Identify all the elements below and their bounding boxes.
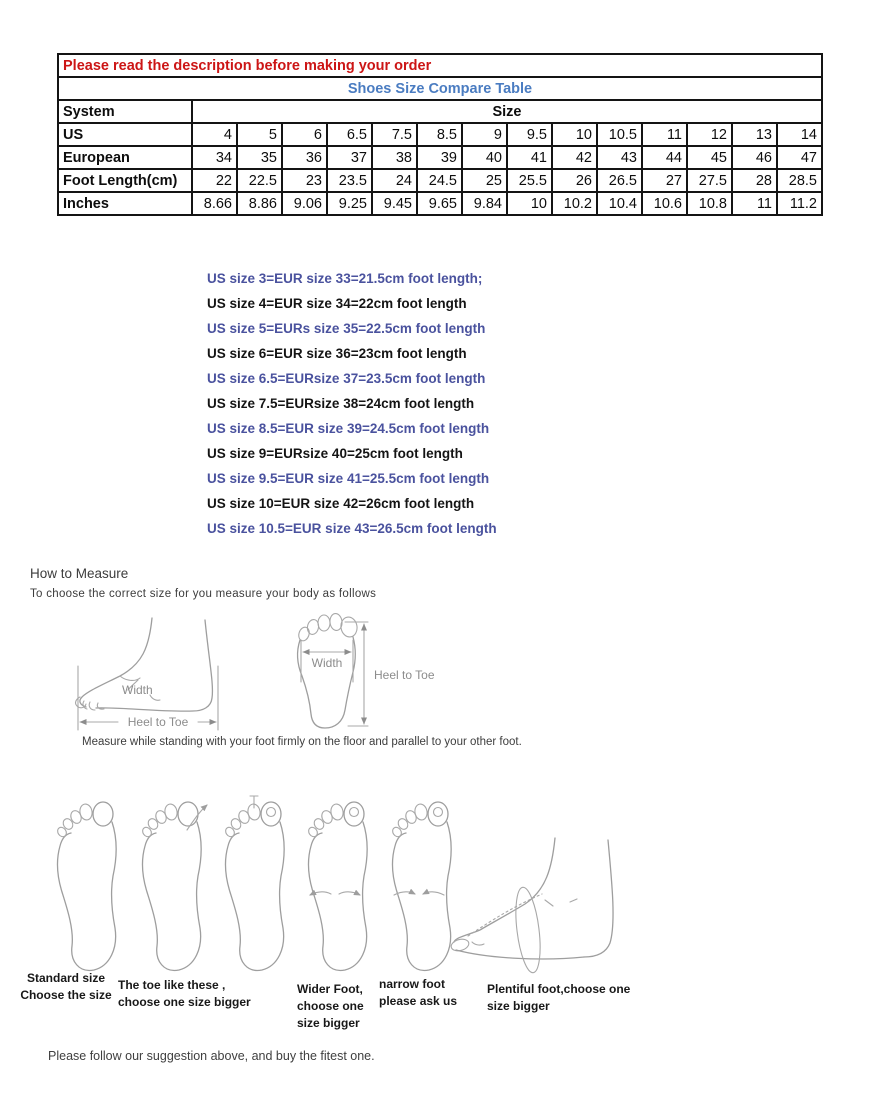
- size-value-cell: 9.45: [372, 192, 417, 215]
- how-to-measure-heading: How to Measure: [30, 566, 129, 581]
- size-conversion-item: US size 9=EURsize 40=25cm foot length: [207, 446, 463, 461]
- footer-note: Please follow our suggestion above, and buy the fitest one.: [48, 1049, 375, 1063]
- size-value-cell: 24.5: [417, 169, 462, 192]
- foot-advice-caption-line: please ask us: [379, 994, 458, 1008]
- foot-advice-caption-line: Wider Foot,: [297, 982, 363, 996]
- foot-standard: [56, 802, 116, 970]
- size-value-cell: 39: [417, 146, 462, 169]
- size-value-cell: 11: [642, 123, 687, 146]
- row-label: Foot Length(cm): [58, 169, 192, 192]
- size-value-cell: 26.5: [597, 169, 642, 192]
- table-title: Shoes Size Compare Table: [58, 77, 822, 100]
- size-value-cell: 10.8: [687, 192, 732, 215]
- size-value-cell: 43: [597, 146, 642, 169]
- size-value-cell: 9.5: [507, 123, 552, 146]
- size-conversion-item: US size 4=EUR size 34=22cm foot length: [207, 296, 467, 311]
- size-value-cell: 27.5: [687, 169, 732, 192]
- size-value-cell: 27: [642, 169, 687, 192]
- size-value-cell: 26: [552, 169, 597, 192]
- foot-wide: [307, 802, 367, 970]
- foot-long-toe: [141, 802, 207, 970]
- foot-advice-caption-line: Choose the size: [20, 988, 112, 1002]
- foot-advice-caption: [10, 970, 122, 1004]
- size-value-cell: 6: [282, 123, 327, 146]
- size-value-cell: 5: [237, 123, 282, 146]
- foot-advice-caption-line: Standard size: [26, 971, 106, 985]
- size-value-cell: 10.4: [597, 192, 642, 215]
- size-conversion-item: US size 10.5=EUR size 43=26.5cm foot length: [207, 521, 497, 536]
- size-value-cell: 41: [507, 146, 552, 169]
- size-value-cell: 9.06: [282, 192, 327, 215]
- size-value-cell: 14: [777, 123, 822, 146]
- table-banner-row: [58, 54, 822, 77]
- side-foot-sketch: [76, 618, 218, 730]
- size-conversion-item: US size 6.5=EURsize 37=23.5cm foot length: [207, 371, 486, 386]
- size-value-cell: 28: [732, 169, 777, 192]
- size-value-cell: 25: [462, 169, 507, 192]
- size-value-cell: 9.25: [327, 192, 372, 215]
- foot-advice-caption-line: size bigger: [487, 999, 550, 1013]
- row-label: European: [58, 146, 192, 169]
- foot-advice-caption-line: choose one: [297, 999, 364, 1013]
- size-conversion-item: US size 5=EURs size 35=22.5cm foot length: [207, 321, 486, 336]
- how-to-measure-subheading: To choose the correct size for you measure your body as follows: [30, 588, 377, 600]
- width-label-top: Width: [311, 656, 343, 670]
- heel-to-toe-label-top: Heel to Toe: [374, 668, 435, 682]
- size-value-cell: 10.2: [552, 192, 597, 215]
- size-value-cell: 10.5: [597, 123, 642, 146]
- size-value-cell: 13: [732, 123, 777, 146]
- size-value-cell: 23.5: [327, 169, 372, 192]
- size-value-cell: 37: [327, 146, 372, 169]
- size-value-cell: 8.66: [192, 192, 237, 215]
- size-conversion-item: US size 3=EUR size 33=21.5cm foot length;: [207, 271, 483, 286]
- foot-advice-caption-line: Plentiful foot,choose one: [487, 982, 631, 996]
- foot-advice-caption: [118, 977, 251, 1011]
- size-value-cell: 45: [687, 146, 732, 169]
- foot-advice-caption-line: size bigger: [297, 1016, 360, 1030]
- size-value-cell: 35: [237, 146, 282, 169]
- size-value-cell: 28.5: [777, 169, 822, 192]
- size-value-cell: 34: [192, 146, 237, 169]
- size-value-cell: 4: [192, 123, 237, 146]
- size-value-cell: 7.5: [372, 123, 417, 146]
- size-value-cell: 11.2: [777, 192, 822, 215]
- foot-advice-caption-line: The toe like these ,: [118, 978, 226, 992]
- size-conversion-item: US size 7.5=EURsize 38=24cm foot length: [207, 396, 475, 411]
- size-value-cell: 47: [777, 146, 822, 169]
- size-value-cell: 10: [507, 192, 552, 215]
- size-value-cell: 8.86: [237, 192, 282, 215]
- size-value-cell: 38: [372, 146, 417, 169]
- order-warning-banner: Please read the description before making your order: [58, 54, 822, 77]
- size-value-cell: 22.5: [237, 169, 282, 192]
- heel-to-toe-label-side: Heel to Toe: [127, 715, 189, 729]
- size-conversion-item: US size 10=EUR size 42=26cm foot length: [207, 496, 475, 511]
- foot-advice-caption-line: choose one size bigger: [118, 995, 251, 1009]
- size-value-cell: 24: [372, 169, 417, 192]
- size-table-row: [58, 123, 822, 146]
- size-table-row: [58, 192, 822, 215]
- foot-advice-caption: [487, 981, 630, 1015]
- size-value-cell: 9.65: [417, 192, 462, 215]
- foot-measurement-diagram: [55, 612, 485, 742]
- size-value-cell: 36: [282, 146, 327, 169]
- foot-advice-caption: [297, 981, 364, 1032]
- size-value-cell: 8.5: [417, 123, 462, 146]
- size-conversion-list: [207, 266, 497, 541]
- table-title-row: [58, 77, 822, 100]
- size-header: Size: [192, 100, 822, 123]
- size-value-cell: 12: [687, 123, 732, 146]
- table-header-row: [58, 100, 822, 123]
- top-foot-sketch: [297, 613, 435, 728]
- size-value-cell: 10: [552, 123, 597, 146]
- foot-measured-toe: [224, 796, 284, 970]
- size-conversion-item: US size 6=EUR size 36=23cm foot length: [207, 346, 467, 361]
- row-label: US: [58, 123, 192, 146]
- size-value-cell: 25.5: [507, 169, 552, 192]
- size-value-cell: 40: [462, 146, 507, 169]
- foot-advice-caption: [379, 976, 457, 1010]
- measure-note: Measure while standing with your foot firmly on the floor and parallel to your other foot.: [82, 736, 522, 748]
- size-value-cell: 22: [192, 169, 237, 192]
- size-value-cell: 46: [732, 146, 777, 169]
- size-conversion-item: US size 8.5=EUR size 39=24.5cm foot length: [207, 421, 490, 436]
- foot-narrow: [391, 802, 451, 970]
- size-value-cell: 9: [462, 123, 507, 146]
- foot-types-illustration: [30, 790, 655, 980]
- size-value-cell: 9.84: [462, 192, 507, 215]
- size-value-cell: 23: [282, 169, 327, 192]
- system-header: System: [58, 100, 192, 123]
- foot-plentiful-side: [450, 838, 613, 974]
- size-value-cell: 10.6: [642, 192, 687, 215]
- foot-advice-caption-line: narrow foot: [379, 977, 445, 991]
- row-label: Inches: [58, 192, 192, 215]
- size-table: [57, 53, 823, 216]
- size-value-cell: 6.5: [327, 123, 372, 146]
- size-conversion-item: US size 9.5=EUR size 41=25.5cm foot length: [207, 471, 490, 486]
- width-label-side: Width: [122, 683, 153, 697]
- size-table-row: [58, 169, 822, 192]
- size-table-row: [58, 146, 822, 169]
- size-value-cell: 11: [732, 192, 777, 215]
- size-value-cell: 42: [552, 146, 597, 169]
- size-table-body: [58, 123, 822, 215]
- size-value-cell: 44: [642, 146, 687, 169]
